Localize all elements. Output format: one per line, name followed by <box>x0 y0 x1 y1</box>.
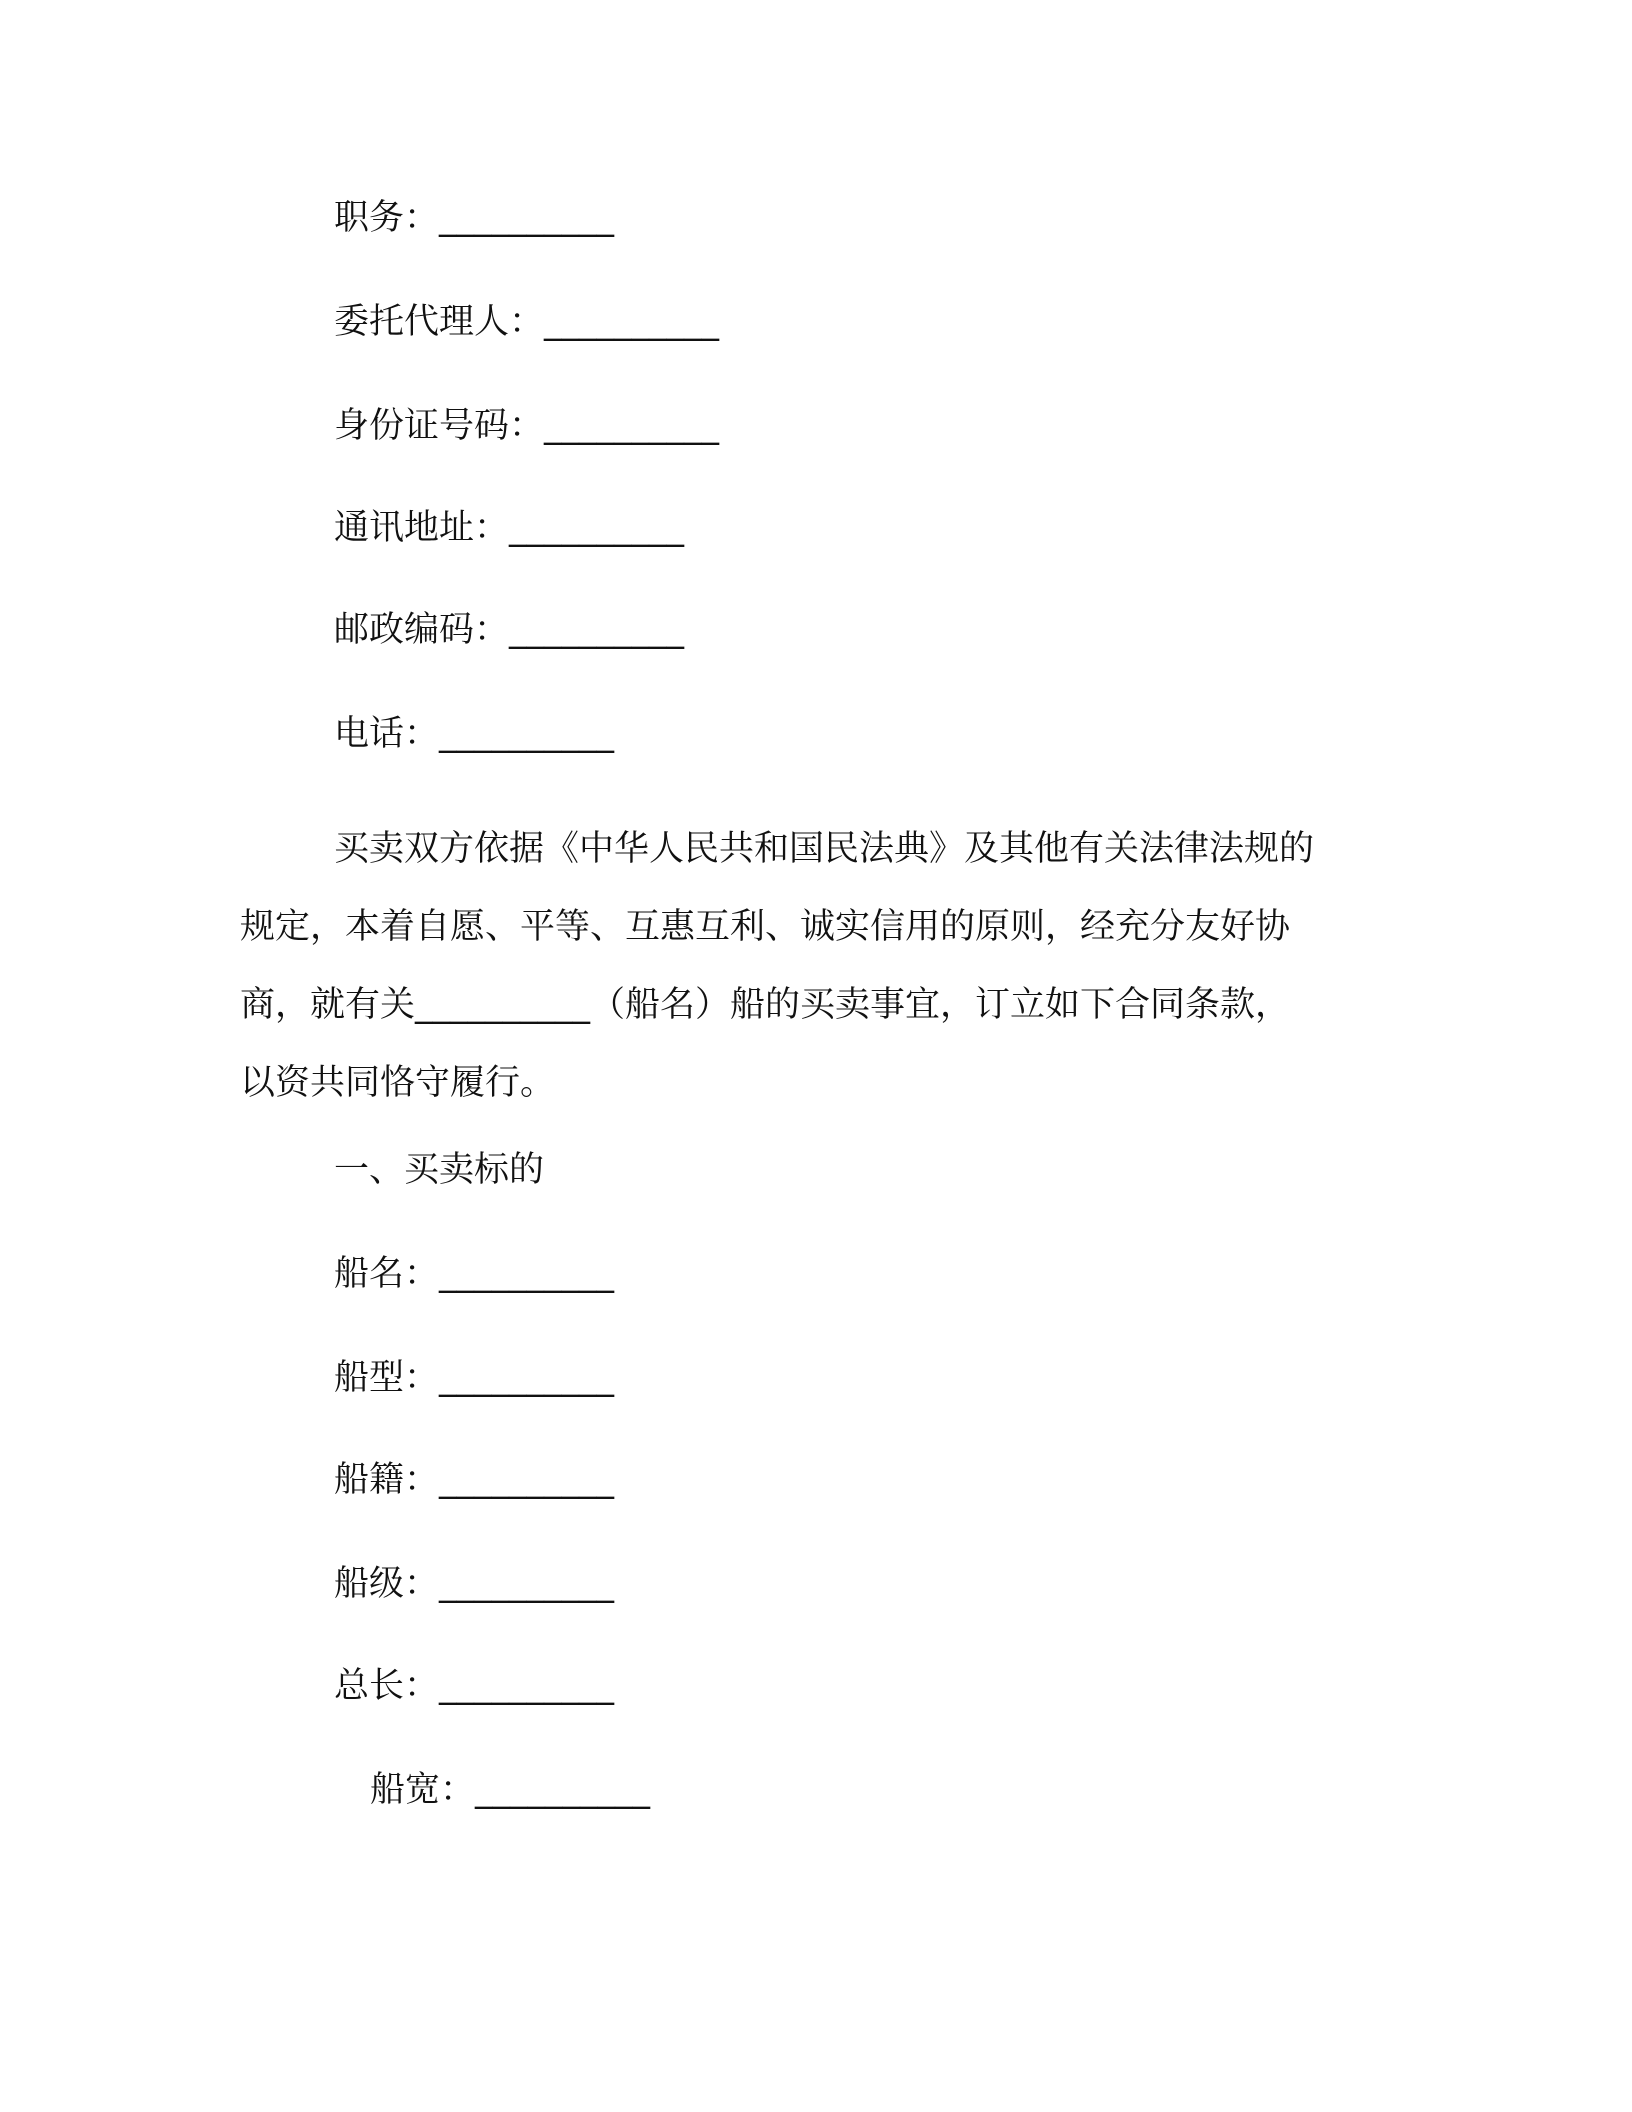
field-phone: 电话：__________ <box>334 714 615 754</box>
field-ship-registry: 船籍：__________ <box>334 1460 615 1500</box>
field-overall-length: 总长：__________ <box>334 1666 615 1706</box>
field-ship-breadth: 船宽：__________ <box>370 1770 651 1810</box>
preamble-paragraph <box>240 810 1380 1122</box>
field-ship-name: 船名：__________ <box>334 1254 615 1294</box>
field-mailing-address: 通讯地址：__________ <box>334 508 685 548</box>
field-ship-type: 船型：__________ <box>334 1358 615 1398</box>
field-position: 职务：__________ <box>334 198 615 238</box>
preamble-line: 商，就有关__________（船名）船的买卖事宜，订立如下合同条款， <box>240 985 1291 1025</box>
field-ship-class: 船级：__________ <box>334 1564 615 1604</box>
preamble-line: 买卖双方依据《中华人民共和国民法典》及其他有关法律法规的 <box>334 829 1315 869</box>
field-authorized-agent: 委托代理人：__________ <box>334 302 720 342</box>
section-heading: 一、买卖标的 <box>334 1150 545 1190</box>
preamble-line: 规定，本着自愿、平等、互惠互利、诚实信用的原则，经充分友好协 <box>240 907 1291 947</box>
field-id-number: 身份证号码：__________ <box>334 406 720 446</box>
field-postal-code: 邮政编码：__________ <box>334 610 685 650</box>
preamble-line: 以资共同恪守履行。 <box>240 1063 556 1103</box>
